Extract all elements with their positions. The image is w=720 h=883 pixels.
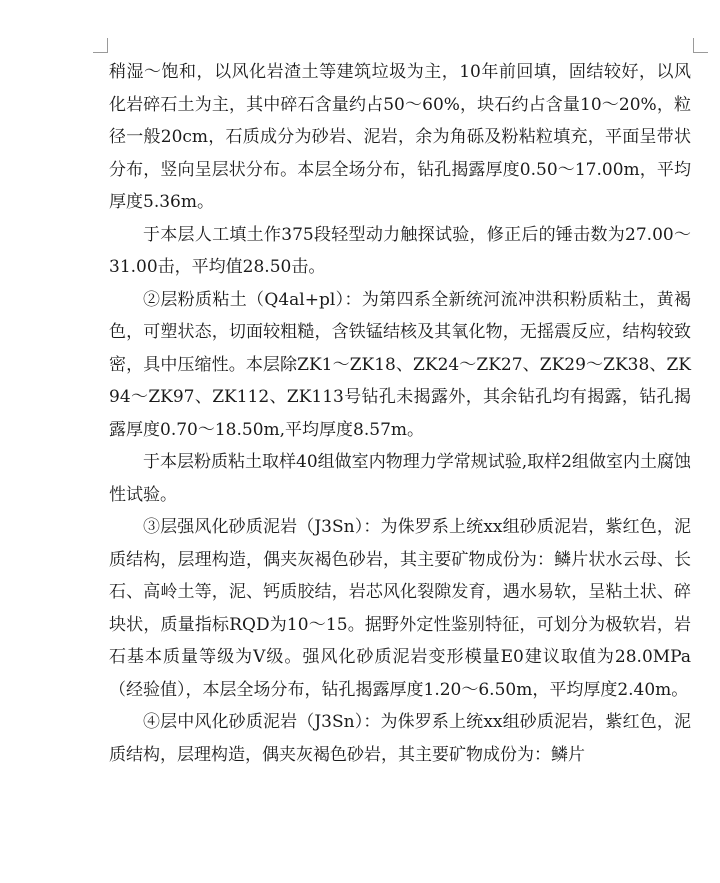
margin-corner-mark-left (93, 38, 108, 53)
document-body (109, 56, 691, 771)
paragraph-moderately-weathered-mudstone: ④层中风化砂质泥岩（J3Sn）：为侏罗系上统xx组砂质泥岩，紫红色，泥质结构，层理构造，偶夹灰褐色砂岩，其主要矿物成份为：鳞片 (109, 712, 691, 765)
paragraph-fill-penetration-test: 于本层人工填土作375段轻型动力触探试验，修正后的锤击数为27.00～31.00击，平均值28.50击。 (109, 224, 691, 277)
margin-corner-mark-right (693, 38, 708, 53)
paragraph-silty-clay-sampling: 于本层粉质粘土取样40组做室内物理力学常规试验,取样2组做室内土腐蚀性试验。 (109, 452, 691, 505)
paragraph-silty-clay-layer: ②层粉质粘土（Q4al+pl）：为第四系全新统河流冲洪积粉质粘土，黄褐色，可塑状态，切面较粗糙，含铁锰结核及其氧化物，无摇震反应，结构较致密，具中压缩性。本层除ZK1～ZK18、ZK24～ZK27、ZK29～ZK38、ZK94～ZK97、ZK112、ZK113号钻孔未揭露外，其余钻孔均有揭露，钻孔揭露厚度0.70～18.50m,平均厚度8.57m。 (109, 289, 691, 440)
paragraph-fill-description: 稍湿～饱和，以风化岩渣土等建筑垃圾为主，10年前回填，固结较好，以风化岩碎石土为主，其中碎石含量约占50～60%，块石约占含量10～20%，粒径一般20cm，石质成分为砂岩、泥岩，余为角砾及粉粘粒填充，平面呈带状分布，竖向呈层状分布。本层全场分布，钻孔揭露厚度0.50～17.00m，平均厚度5.36m。 (109, 62, 691, 212)
paragraph-strongly-weathered-mudstone: ③层强风化砂质泥岩（J3Sn）：为侏罗系上统xx组砂质泥岩，紫红色，泥质结构，层理构造，偶夹灰褐色砂岩，其主要矿物成份为：鳞片状水云母、长石、高岭土等，泥、钙质胶结，岩芯风化裂隙发育，遇水易软，呈粘土状、碎块状，质量指标RQD为10～15。据野外定性鉴别特征，可划分为极软岩，岩石基本质量等级为Ⅴ级。强风化砂质泥岩变形模量E0建议取值为28.0MPa（经验值），本层全场分布，钻孔揭露厚度1.20～6.50m，平均厚度2.40m。 (109, 517, 691, 700)
